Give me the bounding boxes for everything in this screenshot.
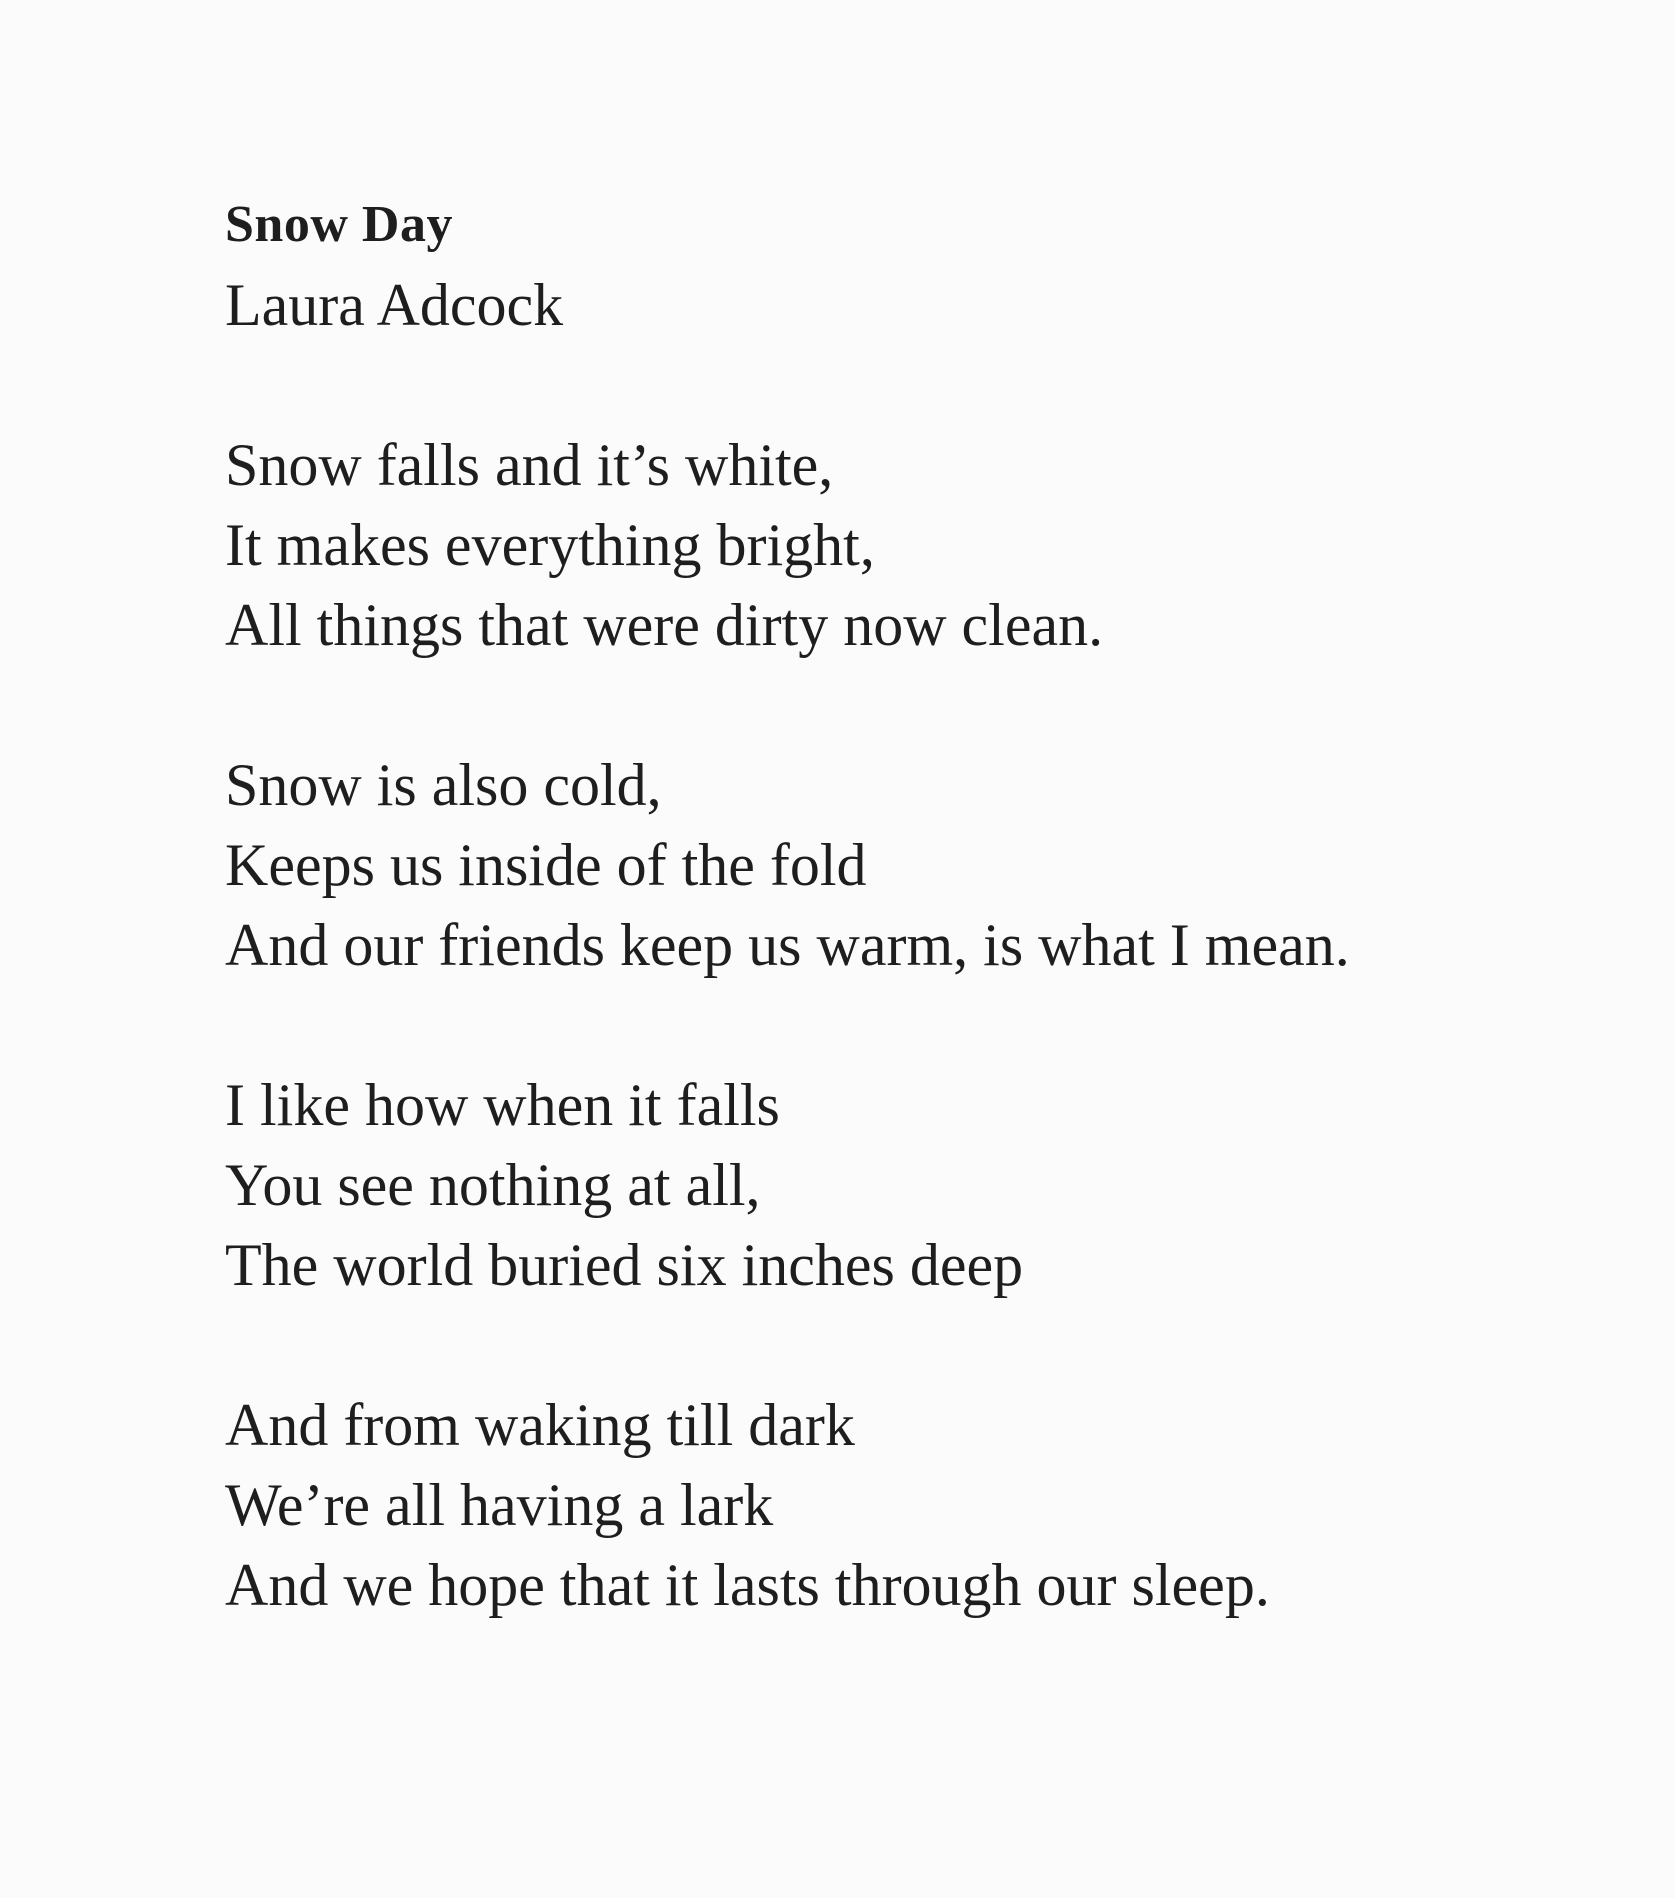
- stanza-4: [225, 1385, 1525, 1625]
- stanza-1: [225, 425, 1525, 665]
- stanza-3: [225, 1065, 1525, 1305]
- poem-line: Snow falls and it’s white,: [225, 432, 834, 498]
- poem-line: It makes everything bright,: [225, 512, 875, 578]
- poem-line: We’re all having a lark: [225, 1472, 774, 1538]
- poem-author: Laura Adcock: [225, 272, 564, 338]
- poem-title: Snow Day: [225, 196, 453, 253]
- poem-line: And we hope that it lasts through our sleep.: [225, 1552, 1270, 1618]
- poem-line: The world buried six inches deep: [225, 1232, 1024, 1298]
- poem-line: Keeps us inside of the fold: [225, 832, 867, 898]
- poem-line: And our friends keep us warm, is what I mean.: [225, 912, 1350, 978]
- poem-line: All things that were dirty now clean.: [225, 592, 1104, 658]
- poem: [225, 185, 1525, 1625]
- poem-line: I like how when it falls: [225, 1072, 780, 1138]
- stanza-2: [225, 745, 1525, 985]
- poem-line: Snow is also cold,: [225, 752, 662, 818]
- poem-line: You see nothing at all,: [225, 1152, 761, 1218]
- poem-line: And from waking till dark: [225, 1392, 855, 1458]
